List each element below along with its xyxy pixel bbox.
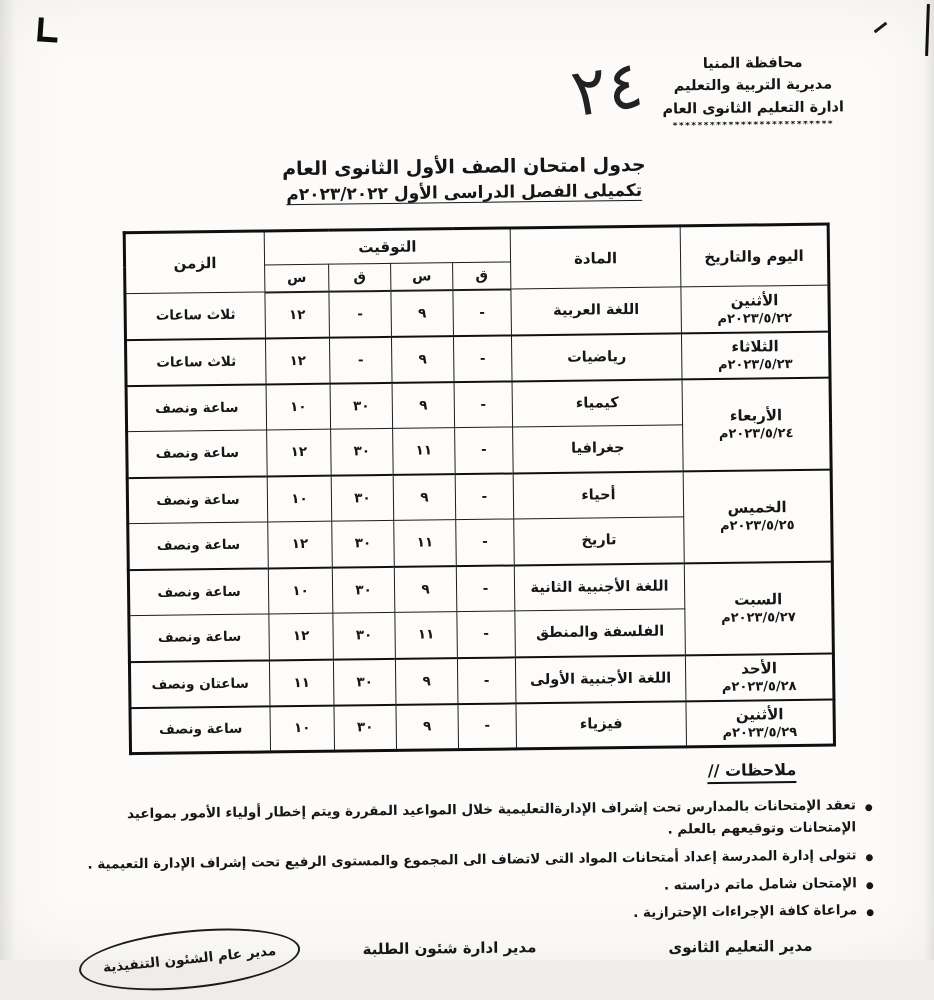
note-item bbox=[62, 873, 874, 905]
subject-cell: اللغة العربية bbox=[511, 287, 682, 335]
day-date-cell bbox=[683, 469, 832, 563]
duration-cell: ساعة ونصف bbox=[130, 706, 271, 754]
end-hours-cell: ١٠ bbox=[267, 475, 332, 522]
day-name: الخميس bbox=[688, 498, 826, 518]
start-minutes-cell: - bbox=[457, 657, 516, 704]
day-date: ٢٠٢٣/٥/٢٧م bbox=[689, 610, 827, 627]
note-item bbox=[62, 901, 874, 933]
col-header-subject: المادة bbox=[510, 226, 681, 289]
subject-cell: أحياء bbox=[513, 471, 684, 519]
end-hours-cell: ١٠ bbox=[266, 383, 331, 430]
duration-cell: ساعة ونصف bbox=[127, 430, 268, 478]
start-minutes-cell: - bbox=[458, 703, 517, 750]
note-text: تعقد الإمتحانات بالمدارس تحت إشراف الإدارةالتعليمية خلال المواعيد المقررة ويتم إخطار أولياء الأمور بمواعيد الإمتحانات وتوقيعهم بالعلم . bbox=[61, 795, 857, 848]
bullet-icon: ● bbox=[865, 801, 873, 816]
document-subtitle: تكميلى الفصل الدراسى الأول ٢٠٢٣/٢٠٢٢م bbox=[0, 177, 931, 208]
start-minutes-cell: - bbox=[455, 473, 514, 520]
note-text: مراعاة كافة الإجراءات الإحترازية . bbox=[633, 901, 857, 926]
subject-cell: فيزياء bbox=[516, 701, 687, 749]
start-hours-cell: ٩ bbox=[392, 382, 455, 429]
day-name: الأثنين bbox=[685, 290, 823, 310]
subcol-start-hours: س bbox=[391, 263, 453, 291]
duration-cell: ساعة ونصف bbox=[129, 614, 270, 662]
end-minutes-cell: ٣٠ bbox=[332, 520, 395, 567]
start-hours-cell: ١١ bbox=[393, 428, 456, 475]
subject-cell: الفلسفة والمنطق bbox=[515, 609, 686, 657]
col-header-timing: التوقيت bbox=[264, 228, 510, 265]
day-name: الأحد bbox=[690, 659, 828, 679]
day-date: ٢٠٢٣/٥/٢٩م bbox=[691, 724, 829, 741]
start-minutes-cell: - bbox=[453, 289, 512, 336]
start-hours-cell: ٩ bbox=[393, 474, 456, 521]
note-item bbox=[61, 795, 873, 849]
end-minutes-cell: ٣٠ bbox=[331, 474, 394, 521]
subject-cell: رياضيات bbox=[511, 333, 682, 381]
subcol-end-hours: س bbox=[265, 264, 329, 292]
handwritten-number: ٢٤ bbox=[547, 42, 667, 135]
subcol-start-minutes: ق bbox=[453, 262, 511, 290]
day-name: الثلاثاء bbox=[686, 337, 824, 357]
day-date: ٢٠٢٣/٥/٢٣م bbox=[686, 357, 824, 374]
day-name: السبت bbox=[689, 590, 827, 610]
end-minutes-cell: ٣٠ bbox=[332, 566, 395, 613]
bullet-icon: ● bbox=[865, 851, 873, 866]
day-date: ٢٠٢٣/٥/٢٢م bbox=[686, 310, 824, 327]
day-date: ٢٠٢٣/٥/٢٤م bbox=[687, 426, 825, 443]
subject-cell: كيمياء bbox=[512, 379, 683, 427]
day-date: ٢٠٢٣/٥/٢٥م bbox=[688, 518, 826, 535]
start-hours-cell: ٩ bbox=[395, 658, 458, 705]
bullet-icon: ● bbox=[866, 907, 874, 922]
start-hours-cell: ١١ bbox=[394, 520, 457, 567]
end-hours-cell: ١١ bbox=[269, 659, 334, 706]
end-minutes-cell: - bbox=[329, 336, 392, 383]
day-date-cell bbox=[681, 331, 830, 379]
duration-cell: ثلاث ساعات bbox=[125, 338, 266, 386]
start-minutes-cell: - bbox=[456, 565, 515, 612]
letterhead bbox=[628, 51, 879, 132]
bullet-icon: ● bbox=[866, 879, 874, 894]
letterhead-stars-divider: ************************** bbox=[628, 120, 878, 132]
start-hours-cell: ٩ bbox=[391, 336, 454, 383]
notes-list bbox=[61, 795, 875, 938]
schedule-table-wrapper bbox=[123, 223, 836, 756]
schedule-row bbox=[130, 699, 835, 754]
end-minutes-cell: - bbox=[329, 290, 392, 337]
end-hours-cell: ١٢ bbox=[265, 337, 330, 384]
start-minutes-cell: - bbox=[457, 611, 516, 658]
duration-cell: ثلاث ساعات bbox=[125, 292, 266, 340]
end-minutes-cell: ٣٠ bbox=[333, 658, 396, 705]
duration-cell: ساعتان ونصف bbox=[129, 660, 270, 708]
day-date-cell bbox=[682, 377, 831, 471]
duration-cell: ساعة ونصف bbox=[126, 384, 267, 432]
table-header-row bbox=[124, 224, 828, 267]
start-hours-cell: ٩ bbox=[391, 290, 454, 337]
letterhead-governorate: محافظة المنيا bbox=[628, 51, 878, 77]
subcol-end-minutes: ق bbox=[329, 263, 391, 291]
end-minutes-cell: ٣٠ bbox=[330, 382, 393, 429]
end-minutes-cell: ٣٠ bbox=[331, 428, 394, 475]
schedule-row bbox=[128, 561, 833, 616]
day-date-cell bbox=[685, 653, 834, 701]
day-name: الأربعاء bbox=[687, 406, 825, 426]
col-header-day-date: اليوم والتاريخ bbox=[680, 224, 829, 287]
signature-student-affairs-director: مدير ادارة شئون الطلبة bbox=[362, 938, 536, 958]
end-minutes-cell: ٣٠ bbox=[334, 704, 397, 751]
note-text: تتولى إدارة المدرسة إعداد أمتحانات المواد التى لاتضاف الى المجموع والمستوى الرفيع تحت إشراف الإدارة التعيمية . bbox=[87, 845, 856, 876]
end-minutes-cell: ٣٠ bbox=[333, 612, 396, 659]
col-header-duration: الزمن bbox=[124, 231, 265, 294]
notes-title: ملاحظات // bbox=[708, 760, 797, 784]
end-hours-cell: ١٢ bbox=[268, 521, 333, 568]
end-hours-cell: ١٢ bbox=[265, 291, 330, 338]
letterhead-administration: ادارة التعليم الثانوى العام bbox=[628, 96, 878, 122]
start-minutes-cell: - bbox=[454, 381, 513, 428]
day-date-cell bbox=[684, 561, 833, 655]
duration-cell: ساعة ونصف bbox=[127, 476, 268, 524]
start-hours-cell: ٩ bbox=[396, 704, 459, 751]
duration-cell: ساعة ونصف bbox=[128, 568, 269, 616]
day-date: ٢٠٢٣/٥/٢٨م bbox=[690, 679, 828, 696]
start-hours-cell: ٩ bbox=[394, 566, 457, 613]
signature-executive-affairs-director: مدير عام الشئون التنفيذية bbox=[76, 920, 303, 1000]
end-hours-cell: ١٢ bbox=[267, 429, 332, 476]
start-minutes-cell: - bbox=[456, 519, 515, 566]
day-date-cell bbox=[686, 699, 835, 747]
exam-schedule-table bbox=[123, 223, 836, 756]
duration-cell: ساعة ونصف bbox=[128, 522, 269, 570]
end-hours-cell: ١٠ bbox=[268, 567, 333, 614]
start-minutes-cell: - bbox=[455, 427, 514, 474]
end-hours-cell: ١٠ bbox=[270, 705, 335, 752]
note-text: الإمتحان شامل ماتم دراسته . bbox=[664, 873, 857, 897]
document-title: جدول امتحان الصف الأول الثانوى العام bbox=[0, 150, 931, 183]
subject-cell: اللغة الأجنبية الثانية bbox=[514, 563, 685, 611]
day-name: الأثنين bbox=[691, 704, 829, 724]
note-item bbox=[61, 845, 873, 877]
document-title-block bbox=[0, 150, 931, 208]
letterhead-directorate: مديرية التربية والتعليم bbox=[628, 73, 878, 99]
day-date-cell bbox=[681, 285, 830, 333]
schedule-row bbox=[126, 377, 831, 432]
subject-cell: تاريخ bbox=[514, 517, 685, 565]
signature-secondary-education-director: مدير التعليم الثانوى bbox=[668, 937, 812, 957]
end-hours-cell: ١٢ bbox=[269, 613, 334, 660]
schedule-row bbox=[127, 469, 832, 524]
start-minutes-cell: - bbox=[453, 335, 512, 382]
subject-cell: جغرافيا bbox=[513, 425, 684, 473]
start-hours-cell: ١١ bbox=[395, 612, 458, 659]
subject-cell: اللغة الأجنبية الأولى bbox=[515, 655, 686, 703]
